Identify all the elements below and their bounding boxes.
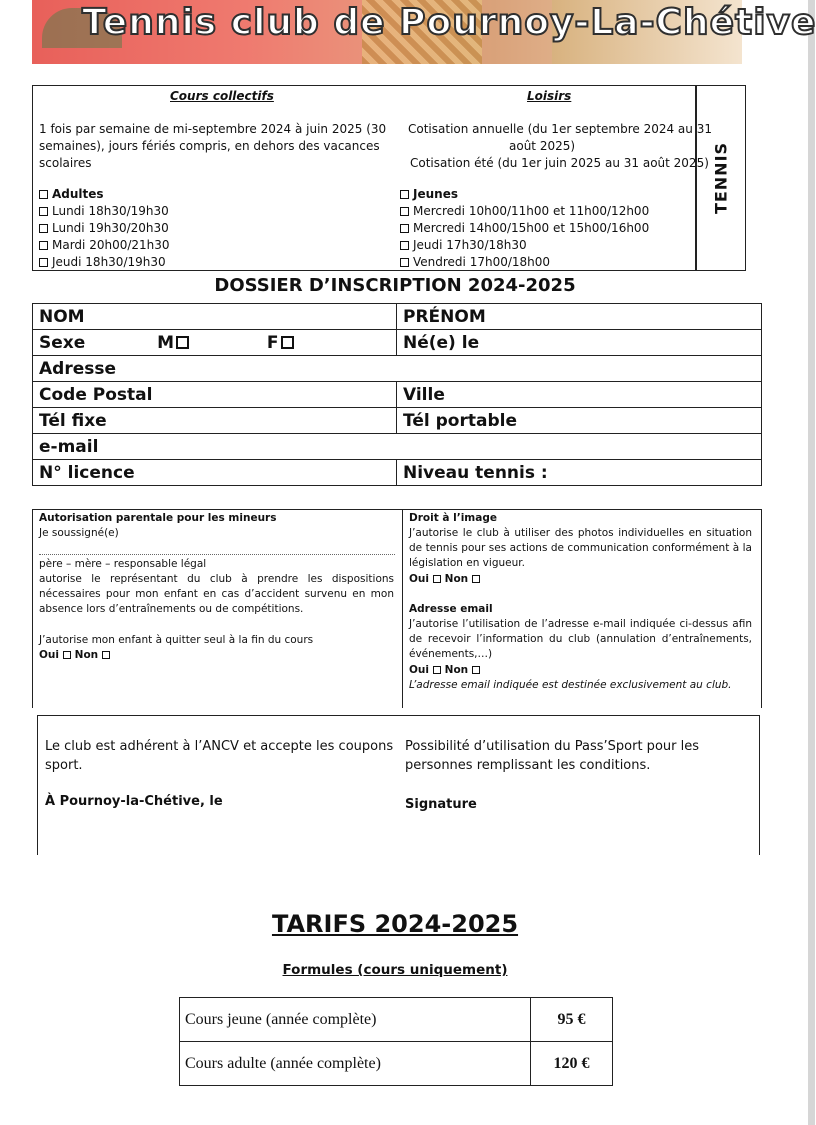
price-value: 95 € — [531, 998, 613, 1042]
jeunes-slot: Jeudi 17h30/18h30 — [400, 237, 527, 254]
auth-quit: J’autorise mon enfant à quitter seul à la fin du cours — [39, 634, 314, 646]
club-banner — [32, 0, 816, 64]
checkbox-icon[interactable] — [400, 258, 409, 267]
name-line[interactable] — [39, 554, 395, 555]
jeunes-label: Jeunes — [400, 186, 458, 203]
club-info-box — [37, 715, 760, 855]
checkbox-icon[interactable] — [39, 258, 48, 267]
loisirs-desc-2: août 2025) — [509, 139, 576, 153]
email-field[interactable]: e-mail — [33, 434, 762, 460]
auth-divider — [402, 510, 403, 708]
checkbox-f[interactable] — [281, 336, 294, 349]
checkbox-icon[interactable] — [39, 241, 48, 250]
scrollbar[interactable] — [808, 0, 815, 1125]
code-postal-field[interactable]: Code Postal — [33, 382, 397, 408]
checkbox-icon[interactable] — [472, 575, 480, 583]
signature-label: Signature — [405, 797, 477, 812]
adultes-slot: Lundi 19h30/20h30 — [39, 220, 169, 237]
checkbox-icon[interactable] — [400, 207, 409, 216]
auth-text: autorise le représentant du club à prendre les dispositions nécessaires pour mon enfant en cas d’accident survenu en mon absence lors d’entraînements ou de compétitions. — [39, 573, 394, 616]
checkbox-icon[interactable] — [472, 666, 480, 674]
checkbox-icon[interactable] — [63, 651, 71, 659]
checkbox-icon[interactable] — [433, 666, 441, 674]
place-date: À Pournoy-la-Chétive, le — [45, 794, 223, 809]
birthdate-field[interactable]: Né(e) le — [397, 330, 762, 356]
adultes-slot: Jeudi 18h30/19h30 — [39, 254, 166, 271]
checkbox-m[interactable] — [176, 336, 189, 349]
tarifs-title: TARIFS 2024-2025 — [271, 910, 519, 938]
adultes-label: Adultes — [39, 186, 104, 203]
collectifs-desc-3: scolaires — [39, 156, 92, 170]
collectifs-desc-2: semaines), jours fériés compris, en dehors des vacances — [39, 139, 380, 153]
checkbox-icon[interactable] — [39, 207, 48, 216]
banner-title: Tennis club de Pournoy-La-Chétive — [82, 2, 816, 43]
adultes-slot: Mardi 20h00/21h30 — [39, 237, 170, 254]
email-consent-text: J’autorise l’utilisation de l’adresse e-mail indiquée ci-dessus afin de recevoir l’information du club (annulation d’entraînements, événements,…) — [409, 618, 752, 661]
price-row — [180, 1042, 613, 1086]
adresse-field[interactable]: Adresse — [33, 356, 762, 382]
checkbox-icon[interactable] — [102, 651, 110, 659]
adultes-slot: Lundi 18h30/19h30 — [39, 203, 169, 220]
pass-sport-line-1: Possibilité d’utilisation du Pass’Sport pour les — [405, 739, 699, 754]
prenom-field[interactable]: PRÉNOM — [397, 304, 762, 330]
tennis-side-label: TENNIS — [695, 85, 746, 271]
sexe-field: Sexe M F — [33, 330, 397, 356]
loisirs-title: Loisirs — [527, 89, 572, 103]
email-note: L’adresse email indiquée est destinée exclusivement au club. — [409, 679, 732, 691]
jeunes-slot: Mercredi 10h00/11h00 et 11h00/12h00 — [400, 203, 649, 220]
loisirs-desc-3: Cotisation été (du 1er juin 2025 au 31 août 2025) — [410, 156, 709, 170]
tarifs-subtitle: Formules (cours uniquement) — [282, 962, 508, 978]
checkbox-icon[interactable] — [433, 575, 441, 583]
jeunes-slot: Vendredi 17h00/18h00 — [400, 254, 550, 271]
checkbox-icon[interactable] — [400, 224, 409, 233]
nom-field[interactable]: NOM — [33, 304, 397, 330]
auth-role: père – mère – responsable légal — [39, 558, 207, 570]
email-consent-title: Adresse email — [409, 603, 493, 615]
licence-field[interactable]: N° licence — [33, 460, 397, 486]
niveau-field[interactable]: Niveau tennis : — [397, 460, 762, 486]
pass-sport-line-2: personnes remplissant les conditions. — [405, 758, 651, 773]
checkbox-icon[interactable] — [400, 241, 409, 250]
price-table — [179, 997, 613, 1086]
image-rights-choice: Oui Non — [409, 572, 484, 587]
tel-portable-field[interactable]: Tél portable — [397, 408, 762, 434]
auth-soussigne: Je soussigné(e) — [39, 527, 119, 539]
image-rights-title: Droit à l’image — [409, 512, 497, 524]
price-value: 120 € — [531, 1042, 613, 1086]
ville-field[interactable]: Ville — [397, 382, 762, 408]
ancv-line-1: Le club est adhérent à l’ANCV et accepte les coupons — [45, 739, 394, 754]
loisirs-desc-1: Cotisation annuelle (du 1er septembre 2024 au 31 — [408, 122, 712, 136]
registration-form — [32, 303, 762, 486]
dossier-title: DOSSIER D’INSCRIPTION 2024-2025 — [214, 275, 576, 296]
price-row — [180, 998, 613, 1042]
auth-quit-choice: Oui Non — [39, 648, 114, 663]
jeunes-slot: Mercredi 14h00/15h00 et 15h00/16h00 — [400, 220, 649, 237]
collectifs-title: Cours collectifs — [170, 89, 274, 103]
image-rights-text: J’autorise le club à utiliser des photos individuelles en situation de tennis pour ses actions de communication conformément à la législation en vigueur. — [409, 527, 752, 570]
price-label: Cours jeune (année complète) — [180, 998, 531, 1042]
price-label: Cours adulte (année complète) — [180, 1042, 531, 1086]
collectifs-desc-1: 1 fois par semaine de mi-septembre 2024 à juin 2025 (30 — [39, 122, 387, 136]
auth-title: Autorisation parentale pour les mineurs — [39, 512, 277, 524]
checkbox-icon[interactable] — [39, 190, 48, 199]
ancv-line-2: sport. — [45, 758, 83, 773]
email-consent-choice: Oui Non — [409, 663, 484, 678]
tel-fixe-field[interactable]: Tél fixe — [33, 408, 397, 434]
checkbox-icon[interactable] — [400, 190, 409, 199]
checkbox-icon[interactable] — [39, 224, 48, 233]
